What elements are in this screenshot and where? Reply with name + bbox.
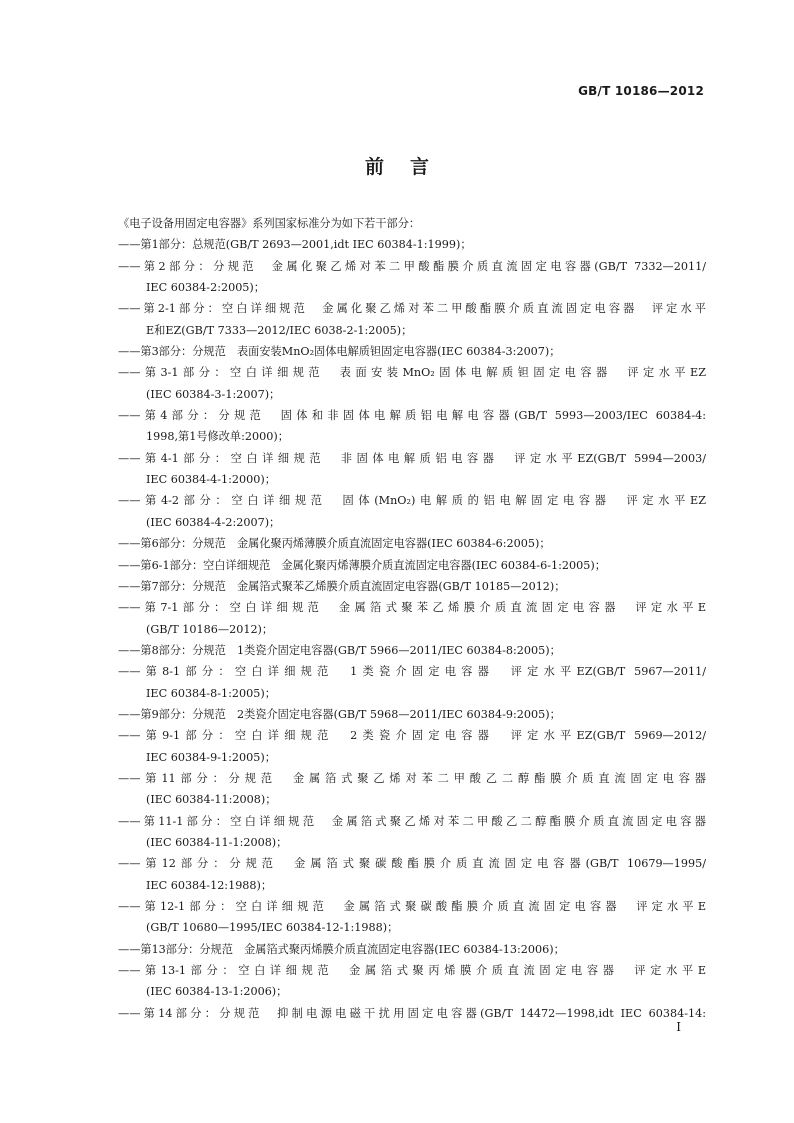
list-item: ——第14部分：分规范 抑制电源电磁干扰用固定电容器(GB/T 14472—1998,idt IEC 60384-14:	[118, 1006, 706, 1020]
list-item: ——第2-1部分：空白详细规范 金属化聚乙烯对苯二甲酸酯膜介质直流固定电容器 评定水平	[118, 302, 706, 316]
list-item: ——第4部分：分规范 固体和非固体电解质铝电解电容器(GB/T 5993—2003/IEC 60384-4:	[118, 409, 706, 423]
document-code: GB/T 10186—2012	[578, 84, 704, 98]
list-item: ——第8部分：分规范 1类瓷介固定电容器(GB/T 5966—2011/IEC 60384-8:2005)；	[118, 643, 561, 657]
list-item: ——第11-1部分：空白详细规范 金属箔式聚乙烯对苯二甲酸乙二醇酯膜介质直流固定电容器	[118, 814, 706, 828]
list-item: ——第7部分：分规范 金属箔式聚苯乙烯膜介质直流固定电容器(GB/T 10185—2012)；	[118, 579, 566, 593]
list-item-continuation: IEC 60384-9-1:2005)；	[146, 750, 276, 764]
list-item: ——第4-1部分：空白详细规范 非固体电解质铝电容器 评定水平EZ(GB/T 5994—2003/	[118, 451, 706, 465]
intro-paragraph: 《电子设备用固定电容器》系列国家标准分为如下若干部分：	[118, 217, 421, 230]
list-item: ——第13-1部分：空白详细规范 金属箔式聚丙烯膜介质直流固定电容器 评定水平E	[118, 964, 706, 978]
list-item-continuation: IEC 60384-8-1:2005)；	[146, 686, 276, 700]
list-item-continuation: (IEC 60384-13-1:2006)；	[146, 985, 288, 999]
list-item-continuation: (IEC 60384-11:2008)；	[146, 793, 277, 807]
list-item: ——第13部分：分规范 金属箔式聚丙烯膜介质直流固定电容器(IEC 60384-13:2006)；	[118, 942, 565, 956]
list-item: ——第8-1部分：空白详细规范 1类瓷介固定电容器 评定水平EZ(GB/T 5967—2011/	[118, 665, 706, 679]
list-item-continuation: (IEC 60384-4-2:2007)；	[146, 515, 281, 529]
list-item: ——第12部分：分规范 金属箔式聚碳酸酯膜介质直流固定电容器(GB/T 10679—1995/	[118, 857, 706, 871]
list-item: ——第12-1部分：空白详细规范 金属箔式聚碳酸酯膜介质直流固定电容器 评定水平E	[118, 900, 706, 913]
page-title: 前言	[364, 156, 455, 178]
list-item-continuation: (IEC 60384-3-1:2007)；	[146, 387, 281, 401]
list-item-continuation: IEC 60384-4-1:2000)；	[146, 473, 276, 487]
list-item: ——第9部分：分规范 2类瓷介固定电容器(GB/T 5968—2011/IEC 60384-9:2005)；	[118, 707, 561, 721]
list-item-continuation: IEC 60384-12:1988)；	[146, 878, 273, 892]
page-number: I	[676, 1020, 681, 1034]
list-item: ——第1部分：总规范(GB/T 2693—2001,idt IEC 60384-1:1999)；	[118, 238, 472, 252]
list-item: ——第9-1部分：空白详细规范 2类瓷介固定电容器 评定水平EZ(GB/T 5969—2012/	[118, 729, 706, 743]
list-item: ——第6-1部分：空白详细规范 金属化聚丙烯薄膜介质直流固定电容器(IEC 60384-6-1:2005)；	[118, 558, 606, 572]
list-item: ——第3-1部分：空白详细规范 表面安装MnO₂固体电解质钽固定电容器 评定水平EZ	[118, 366, 706, 380]
list-item-continuation: (GB/T 10186—2012)；	[146, 622, 274, 636]
list-item: ——第3部分：分规范 表面安装MnO₂固体电解质钽固定电容器(IEC 60384-3:2007)；	[118, 345, 561, 359]
list-item: ——第2部分：分规范 金属化聚乙烯对苯二甲酸酯膜介质直流固定电容器(GB/T 7332—2011/	[118, 259, 706, 273]
list-item-continuation: (IEC 60384-11-1:2008)；	[146, 835, 288, 849]
list-item-continuation: E和EZ(GB/T 7333—2012/IEC 6038-2-1:2005)；	[146, 323, 413, 337]
list-item-continuation: IEC 60384-2:2005)；	[146, 281, 265, 295]
list-item: ——第11部分：分规范 金属箔式聚乙烯对苯二甲酸乙二醇酯膜介质直流固定电容器	[118, 771, 706, 785]
list-item: ——第7-1部分：空白详细规范 金属箔式聚苯乙烯膜介质直流固定电容器 评定水平E	[118, 601, 706, 615]
list-item-continuation: (GB/T 10680—1995/IEC 60384-12-1:1988)；	[146, 921, 399, 935]
list-item-continuation: 1998,第1号修改单:2000)；	[146, 430, 289, 444]
document-body	[118, 213, 706, 1024]
list-item: ——第4-2部分：空白详细规范 固体(MnO₂)电解质的铝电解固定电容器 评定水平EZ	[118, 494, 706, 508]
list-item: ——第6部分：分规范 金属化聚丙烯薄膜介质直流固定电容器(IEC 60384-6:2005)；	[118, 537, 551, 551]
